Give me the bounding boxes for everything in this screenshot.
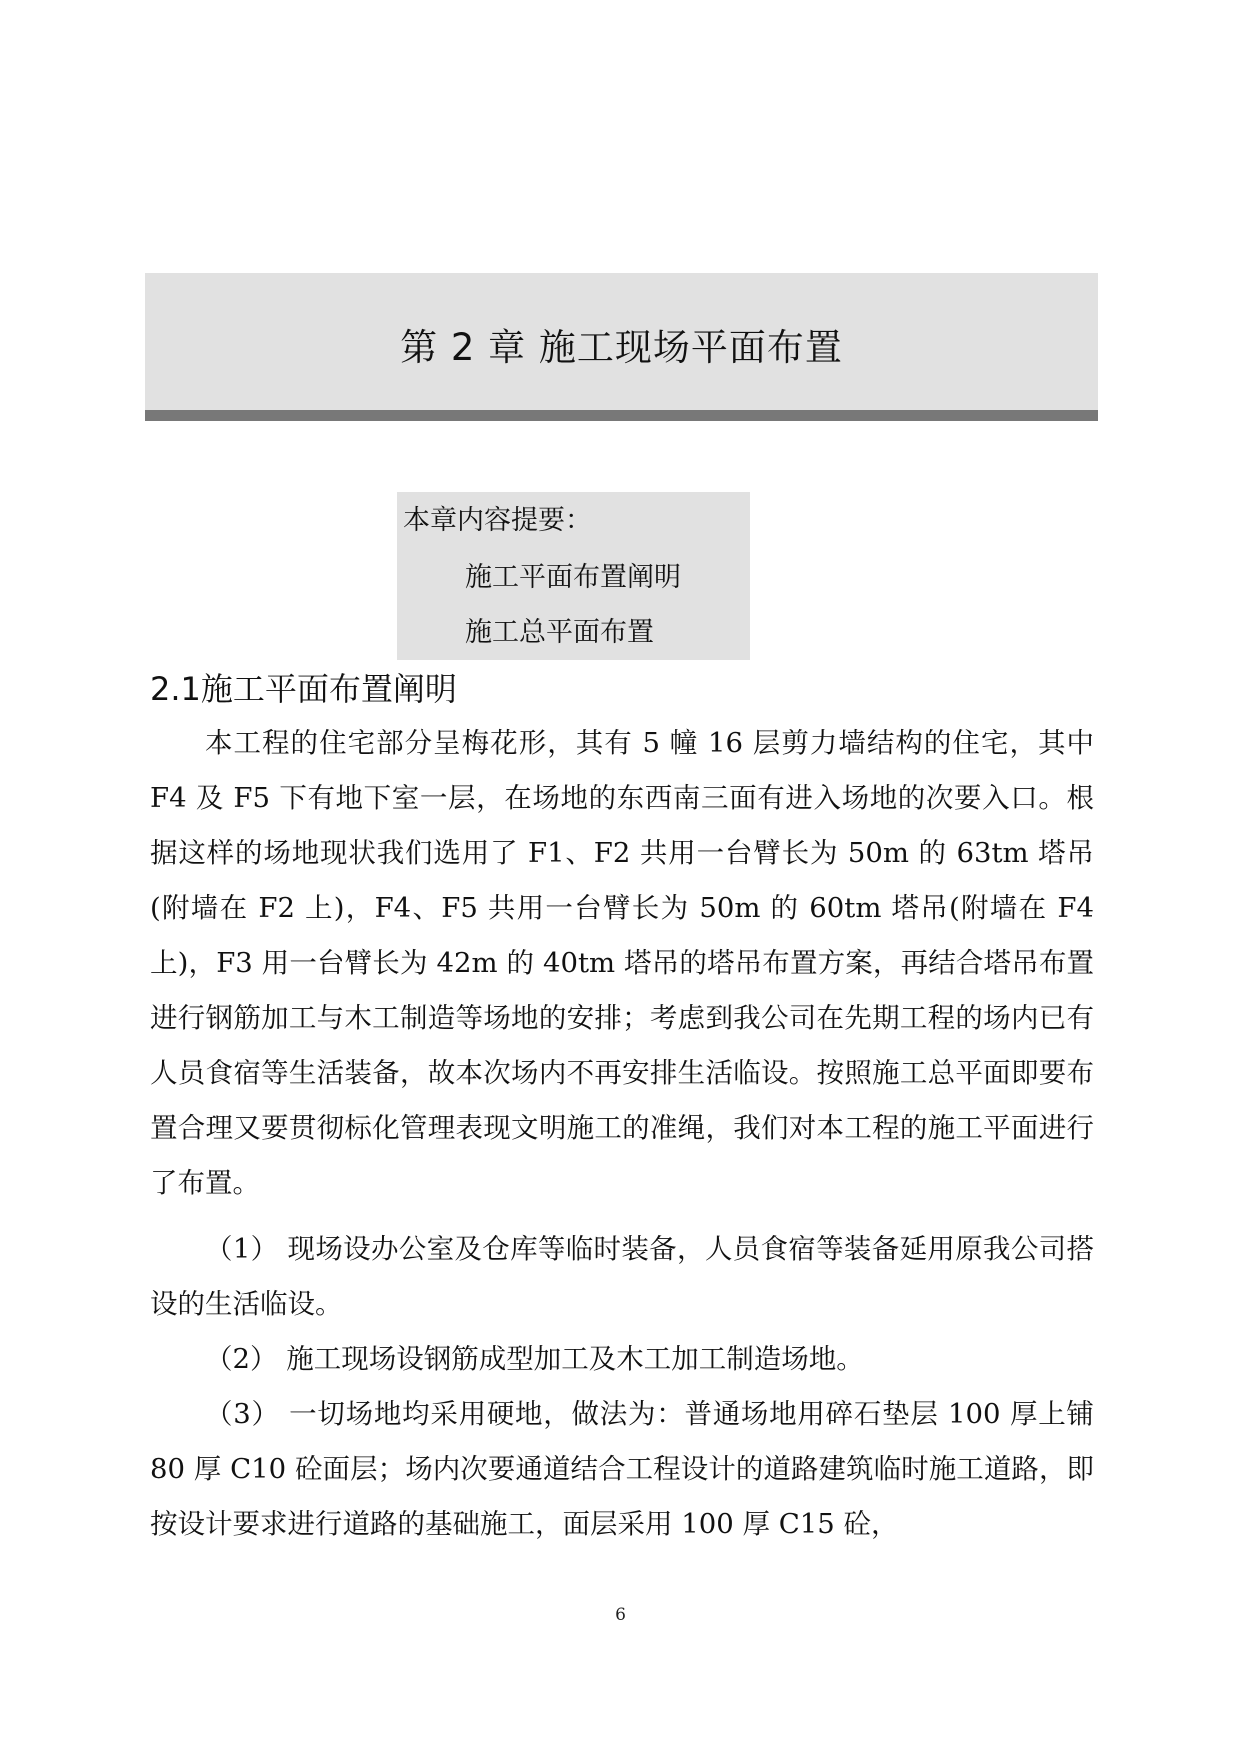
- page-number: 6: [615, 1605, 626, 1625]
- body-paragraph-item-2: （2） 施工现场设钢筋成型加工及木工加工制造场地。: [205, 1343, 864, 1375]
- chapter-title: 第 2 章 施工现场平面布置: [400, 325, 843, 369]
- chapter-banner: [145, 273, 1098, 410]
- body-paragraph-item-1: （1） 现场设办公室及仓库等临时装备，人员食宿等装备延用原我公司搭设的生活临设。: [150, 1233, 1094, 1320]
- body-paragraph-item-3: （3） 一切场地均采用硬地，做法为：普通场地用碎石垫层 100 厚上铺 80 厚 C10 砼面层；场内次要通道结合工程设计的道路建筑临时施工道路，即按设计要求进行道路的基础施工，面层采用 100 厚 C15 砼，: [150, 1398, 1094, 1540]
- chapter-summary-box: [397, 492, 750, 660]
- body-paragraph-intro: 本工程的住宅部分呈梅花形，其有 5 幢 16 层剪力墙结构的住宅，其中 F4 及 F5 下有地下室一层，在场地的东西南三面有进入场地的次要入口。根据这样的场地现状我们选用了 F1、F2 共用一台臂长为 50m 的 63tm 塔吊(附墙在 F2 上)，F4、F5 共用一台臂长为 50m 的 60tm 塔吊(附墙在 F4 上)，F3 用一台臂长为 42m 的 40tm 塔吊的塔吊布置方案，再结合塔吊布置进行钢筋加工与木工制造等场地的安排；考虑到我公司在先期工程的场内已有人员食宿等生活装备，故本次场内不再安排生活临设。按照施工总平面即要布置合理又要贯彻标化管理表现文明施工的准绳，我们对本工程的施工平面进行了布置。: [150, 727, 1094, 1199]
- summary-heading: 本章内容提要：: [403, 505, 592, 536]
- summary-item: 施工总平面布置: [465, 617, 654, 648]
- chapter-title-rule: [145, 410, 1098, 421]
- section-heading: 2.1施工平面布置阐明: [150, 670, 457, 708]
- summary-item: 施工平面布置阐明: [465, 562, 681, 593]
